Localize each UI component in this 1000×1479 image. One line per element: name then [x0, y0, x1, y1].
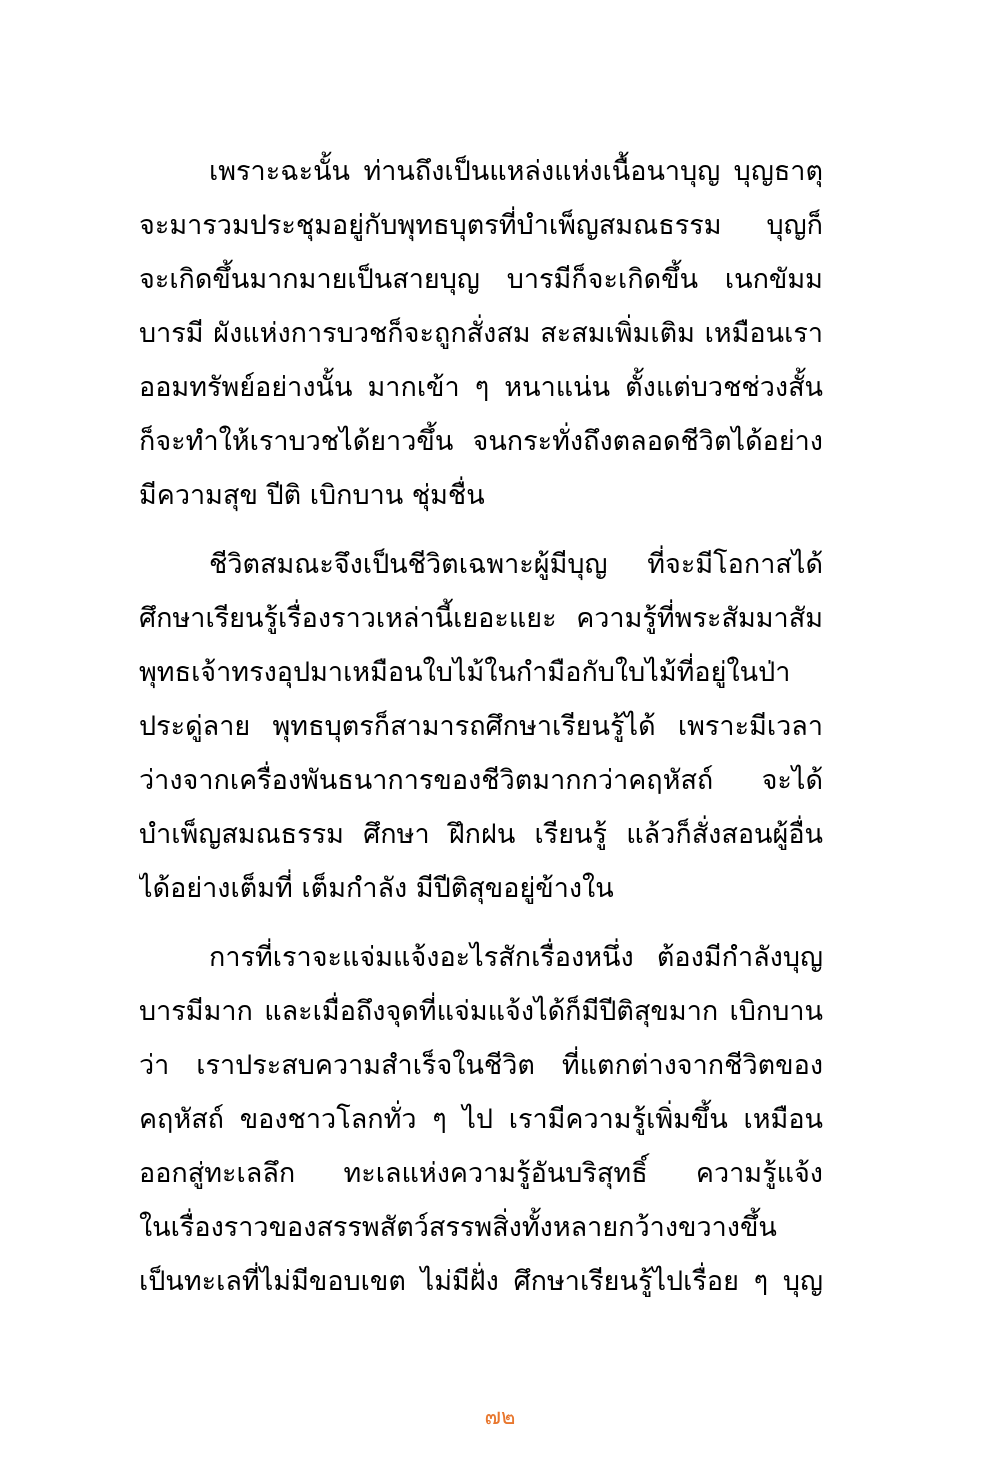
- body-text: [139, 145, 823, 1324]
- text-line: คฤหัสถ์ ของชาวโลกทั่ว ๆ ไป เรามีความรู้เพิ่มขึ้น เหมือน: [139, 1104, 823, 1135]
- text-line: มีความสุข ปีติ เบิกบาน ชุ่มชื่น: [139, 480, 485, 511]
- page-number: ๗๒: [484, 1405, 516, 1430]
- text-line: ออกสู่ทะเลลึก ทะเลแห่งความรู้อันบริสุทธิ์ ความรู้แจ้ง: [139, 1158, 823, 1189]
- text-line: เป็นทะเลที่ไม่มีขอบเขต ไม่มีฝั่ง ศึกษาเรียนรู้ไปเรื่อย ๆ บุญ: [139, 1266, 823, 1297]
- text-line: ได้อย่างเต็มที่ เต็มกำลัง มีปีติสุขอยู่ข้างใน: [139, 873, 614, 904]
- text-line: ในเรื่องราวของสรรพสัตว์สรรพสิ่งทั้งหลายกว้างขวางขึ้น: [139, 1212, 777, 1243]
- text-line: พุทธเจ้าทรงอุปมาเหมือนใบไม้ในกำมือกับใบไม้ที่อยู่ในป่า: [139, 657, 791, 688]
- text-line: เพราะฉะนั้น ท่านถึงเป็นแหล่งแห่งเนื้อนาบุญ บุญธาตุ: [209, 156, 823, 187]
- text-line: ชีวิตสมณะจึงเป็นชีวิตเฉพาะผู้มีบุญ ที่จะมีโอกาสได้: [209, 549, 823, 580]
- text-line: ว่า เราประสบความสำเร็จในชีวิต ที่แตกต่างจากชีวิตของ: [139, 1050, 823, 1081]
- paragraph-3: [139, 931, 823, 1309]
- text-line: ประดู่ลาย พุทธบุตรก็สามารถศึกษาเรียนรู้ได้ เพราะมีเวลา: [139, 711, 823, 742]
- text-line: จะเกิดขึ้นมากมายเป็นสายบุญ บารมีก็จะเกิดขึ้น เนกขัมม: [139, 264, 823, 295]
- paragraph-2: [139, 538, 823, 916]
- text-line: จะมารวมประชุมอยู่กับพุทธบุตรที่บำเพ็ญสมณธรรม บุญก็: [139, 210, 823, 241]
- text-line: ศึกษาเรียนรู้เรื่องราวเหล่านี้เยอะแยะ ความรู้ที่พระสัมมาสัม: [139, 603, 823, 634]
- paragraph-1: [139, 145, 823, 523]
- text-line: ก็จะทำให้เราบวชได้ยาวขึ้น จนกระทั่งถึงตลอดชีวิตได้อย่าง: [139, 426, 823, 457]
- text-line: บารมี ผังแห่งการบวชก็จะถูกสั่งสม สะสมเพิ่มเติม เหมือนเรา: [139, 318, 823, 349]
- text-line: ว่างจากเครื่องพันธนาการของชีวิตมากกว่าคฤหัสถ์ จะได้: [139, 765, 823, 796]
- text-line: บารมีมาก และเมื่อถึงจุดที่แจ่มแจ้งได้ก็มีปีติสุขมาก เบิกบาน: [139, 996, 823, 1027]
- text-line: การที่เราจะแจ่มแจ้งอะไรสักเรื่องหนึ่ง ต้องมีกำลังบุญ: [209, 942, 823, 973]
- text-line: ออมทรัพย์อย่างนั้น มากเข้า ๆ หนาแน่น ตั้งแต่บวชช่วงสั้น: [139, 372, 823, 403]
- text-line: บำเพ็ญสมณธรรม ศึกษา ฝึกฝน เรียนรู้ แล้วก็สั่งสอนผู้อื่น: [139, 819, 823, 850]
